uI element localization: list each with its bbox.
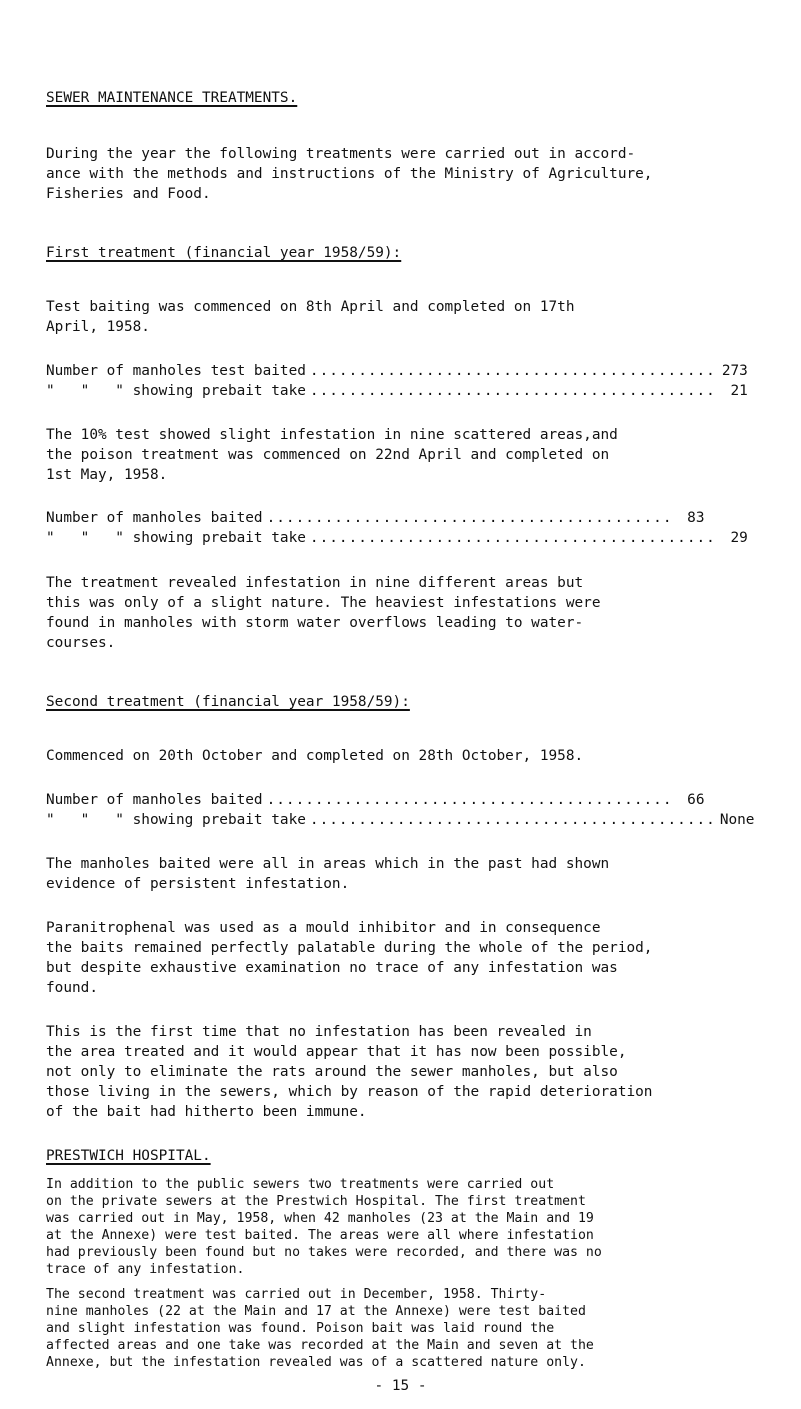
second-inhibitor-paragraph: Paranitrophenal was used as a mould inhibitor and in consequence the baits remained perfectly palatable during the whole of the period, but despite exhaustive examination no trace of any infestation was found. [46,920,653,996]
count-label: Number of manholes baited [46,510,263,526]
page-number: - 15 - [374,1378,427,1394]
count-value: 66 [687,792,705,808]
count-row: " " " showing prebait take .......................................... 29 [46,530,748,546]
intro-paragraph: During the year the following treatments were carried out in accord- ance with the methods and instructions of the Ministry of Agriculture, Fisheries and Food. [46,146,653,202]
second-counts [46,790,755,830]
prestwich-first-paragraph: In addition to the public sewers two treatments were carried out on the private sewers at the Prestwich Hospital. The first treatment was carried out in May, 1958, when 42 manholes (23 at the Main and 19 at the Annexe) were test baited. The areas were all where infestation had previously been found but no takes were recorded, and there was no trace of any infestation. [46,1177,602,1277]
prestwich-second-paragraph: The second treatment was carried out in December, 1958. Thirty- nine manholes (22 at the Main and 17 at the Annexe) were test baited and slight infestation was found. Poison bait was laid round the affected areas and one take was recorded at the Main and seven at the Annexe, but the infestation revealed was of a scattered nature only. [46,1287,594,1370]
count-row: Number of manholes baited .......................................... 66 [46,792,705,808]
count-label: " " " showing prebait take [46,530,306,546]
first-poison-paragraph: The 10% test showed slight infestation in nine scattered areas,and the poison treatment was commenced on 22nd April and completed on 1st May, 1958. [46,427,618,483]
first-test-counts [46,361,748,401]
count-row: " " " showing prebait take .......................................... 21 [46,383,748,399]
prestwich-heading: PRESTWICH HOSPITAL. [46,1148,211,1164]
count-value: 273 [721,363,748,379]
count-label: " " " showing prebait take [46,812,306,828]
count-row: Number of manholes baited .......................................... 83 [46,510,705,526]
count-row: Number of manholes test baited .......................................... 273 [46,363,748,379]
count-value: None [719,812,755,828]
count-label: Number of manholes test baited [46,363,306,379]
first-result-paragraph: The treatment revealed infestation in nine different areas but this was only of a slight nature. The heaviest infestations were found in manholes with storm water overflows leading to water- courses. [46,575,601,651]
count-row: " " " showing prebait take .......................................... None [46,812,755,828]
second-dates-paragraph: Commenced on 20th October and completed on 28th October, 1958. [46,748,584,764]
second-conclusion-paragraph: This is the first time that no infestation has been revealed in the area treated and it would appear that it has now been possible, not only to eliminate the rats around the sewer manholes, but also those living in the sewers, which by reason of the rapid deterioration of the bait had hitherto been immune. [46,1024,653,1120]
first-test-baiting-paragraph: Test baiting was commenced on 8th April and completed on 17th April, 1958. [46,299,575,335]
count-value: 21 [730,383,748,399]
second-areas-paragraph: The manholes baited were all in areas which in the past had shown evidence of persistent infestation. [46,856,610,892]
count-label: " " " showing prebait take [46,383,306,399]
count-value: 83 [687,510,705,526]
count-value: 29 [730,530,748,546]
count-label: Number of manholes baited [46,792,263,808]
first-treatment-heading: First treatment (financial year 1958/59): [46,245,402,261]
first-poison-counts [46,508,748,548]
section-title: SEWER MAINTENANCE TREATMENTS. [46,90,298,106]
second-treatment-heading: Second treatment (financial year 1958/59): [46,694,410,710]
